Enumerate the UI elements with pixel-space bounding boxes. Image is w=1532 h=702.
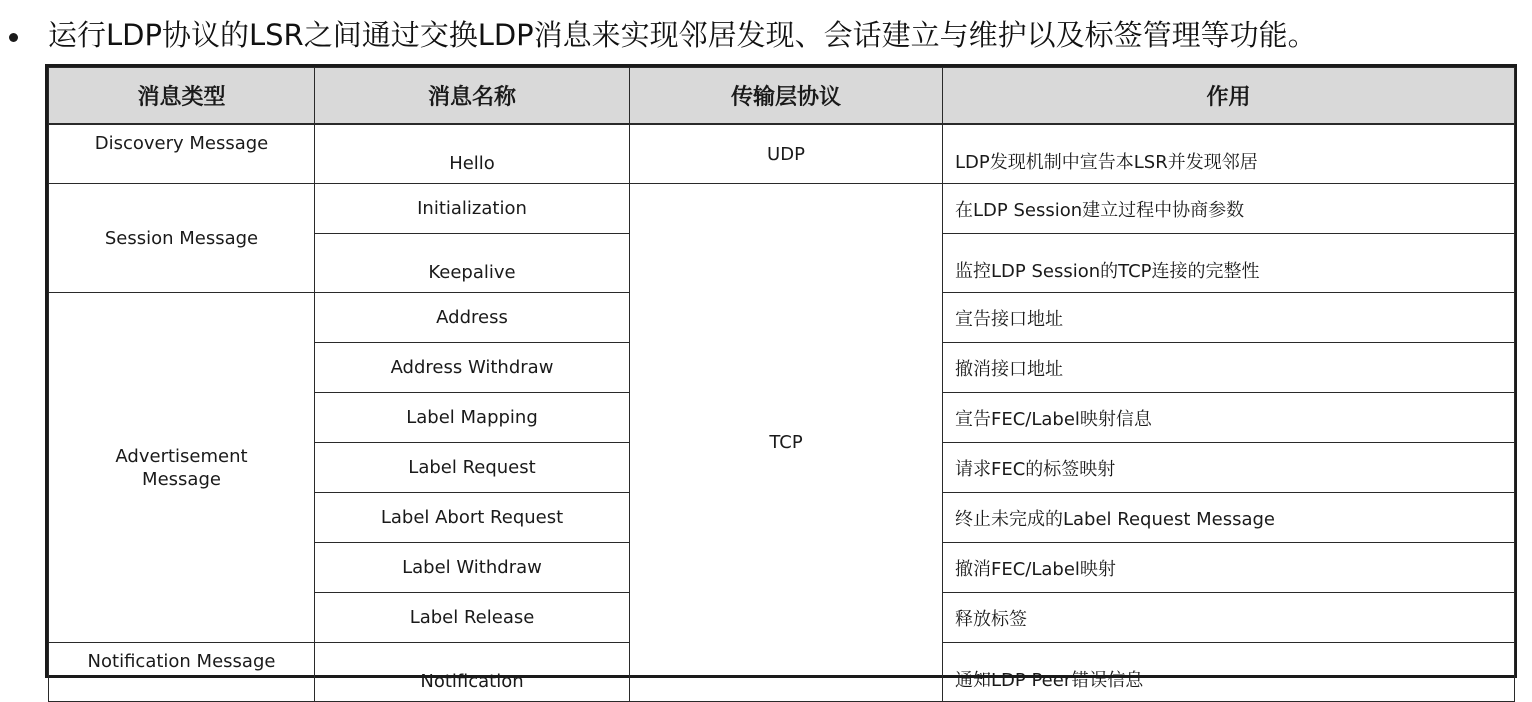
group-discovery: Discovery Message — [49, 124, 315, 184]
transport-udp: UDP — [630, 124, 943, 184]
header-message-name: 消息名称 — [315, 68, 630, 125]
message-role: 请求FEC的标签映射 — [943, 443, 1515, 493]
message-name: Label Abort Request — [315, 493, 630, 543]
message-name: Initialization — [315, 184, 630, 234]
group-advertisement — [49, 293, 315, 643]
message-name: Keepalive — [315, 234, 630, 293]
message-name: Hello — [315, 124, 630, 184]
group-advertisement-label: Advertisement Message — [115, 445, 248, 490]
message-role: 撤消FEC/Label映射 — [943, 543, 1515, 593]
message-role: 终止未完成的Label Request Message — [943, 493, 1515, 543]
ldp-message-table — [45, 64, 1517, 692]
group-notification: Notification Message — [49, 643, 315, 702]
transport-tcp: TCP — [630, 184, 943, 702]
message-name: Address — [315, 293, 630, 343]
table-row — [49, 124, 1515, 184]
message-name: Notification — [315, 643, 630, 702]
message-role: LDP发现机制中宣告本LSR并发现邻居 — [943, 124, 1515, 184]
intro-text: 运行LDP协议的LSR之间通过交换LDP消息来实现邻居发现、会话建立与维护以及标签管理等功能。 — [48, 18, 1317, 52]
table-header-row — [49, 68, 1515, 125]
message-name: Label Release — [315, 593, 630, 643]
intro-bullet — [0, 10, 1532, 60]
message-role: 在LDP Session建立过程中协商参数 — [943, 184, 1515, 234]
message-role: 宣告FEC/Label映射信息 — [943, 393, 1515, 443]
message-role: 释放标签 — [943, 593, 1515, 643]
message-role: 撤消接口地址 — [943, 343, 1515, 393]
table-row — [49, 184, 1515, 234]
message-role: 通知LDP Peer错误信息 — [943, 643, 1515, 702]
message-name: Label Withdraw — [315, 543, 630, 593]
header-message-type: 消息类型 — [49, 68, 315, 125]
table — [48, 67, 1515, 702]
header-transport-protocol: 传输层协议 — [630, 68, 943, 125]
message-role: 宣告接口地址 — [943, 293, 1515, 343]
header-role: 作用 — [943, 68, 1515, 125]
message-name: Address Withdraw — [315, 343, 630, 393]
message-role: 监控LDP Session的TCP连接的完整性 — [943, 234, 1515, 293]
bullet-icon — [9, 33, 18, 42]
message-name: Label Request — [315, 443, 630, 493]
group-session: Session Message — [49, 184, 315, 293]
message-name: Label Mapping — [315, 393, 630, 443]
